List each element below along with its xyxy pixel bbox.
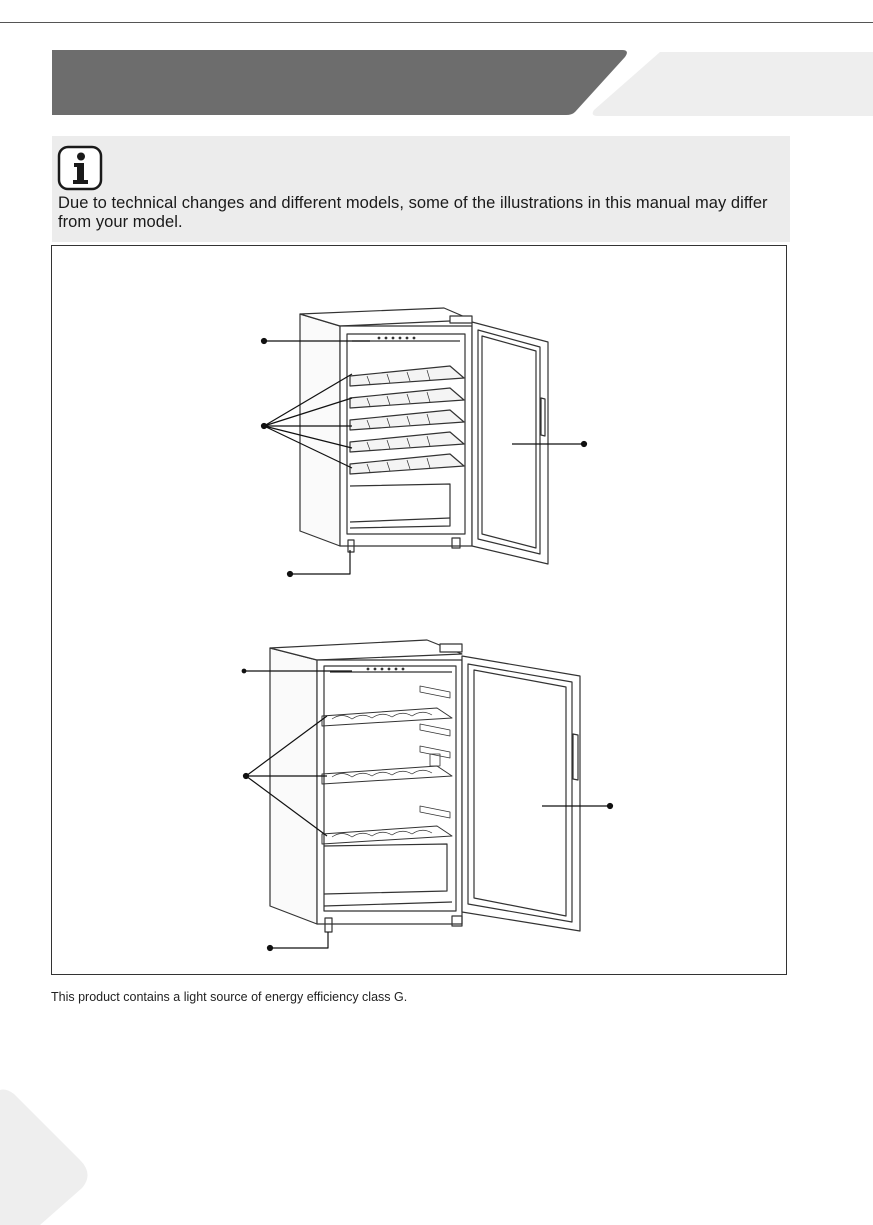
- notice-box: [52, 136, 790, 242]
- figure-frame: [51, 245, 787, 975]
- corner-decoration: [0, 1080, 120, 1225]
- cabinet-side: [300, 314, 340, 546]
- glass-door: [462, 656, 580, 931]
- section-title-tab: [52, 50, 627, 115]
- cabinet-side: [270, 648, 317, 924]
- footnote: This product contains a light source of energy efficiency class G.: [51, 990, 408, 1004]
- notice-text: Due to technical changes and different models, some of the illustrations in this manual may differ from your model.: [58, 194, 768, 231]
- cabinet-front: [317, 660, 462, 924]
- info-icon: [57, 145, 103, 191]
- header-band: [0, 0, 873, 120]
- product-illustrations: [52, 246, 788, 976]
- wine-cooler-wooden-shelves: [300, 308, 548, 564]
- wine-cooler-wire-shelves: [270, 640, 580, 932]
- section-tab-inactive: [593, 52, 873, 116]
